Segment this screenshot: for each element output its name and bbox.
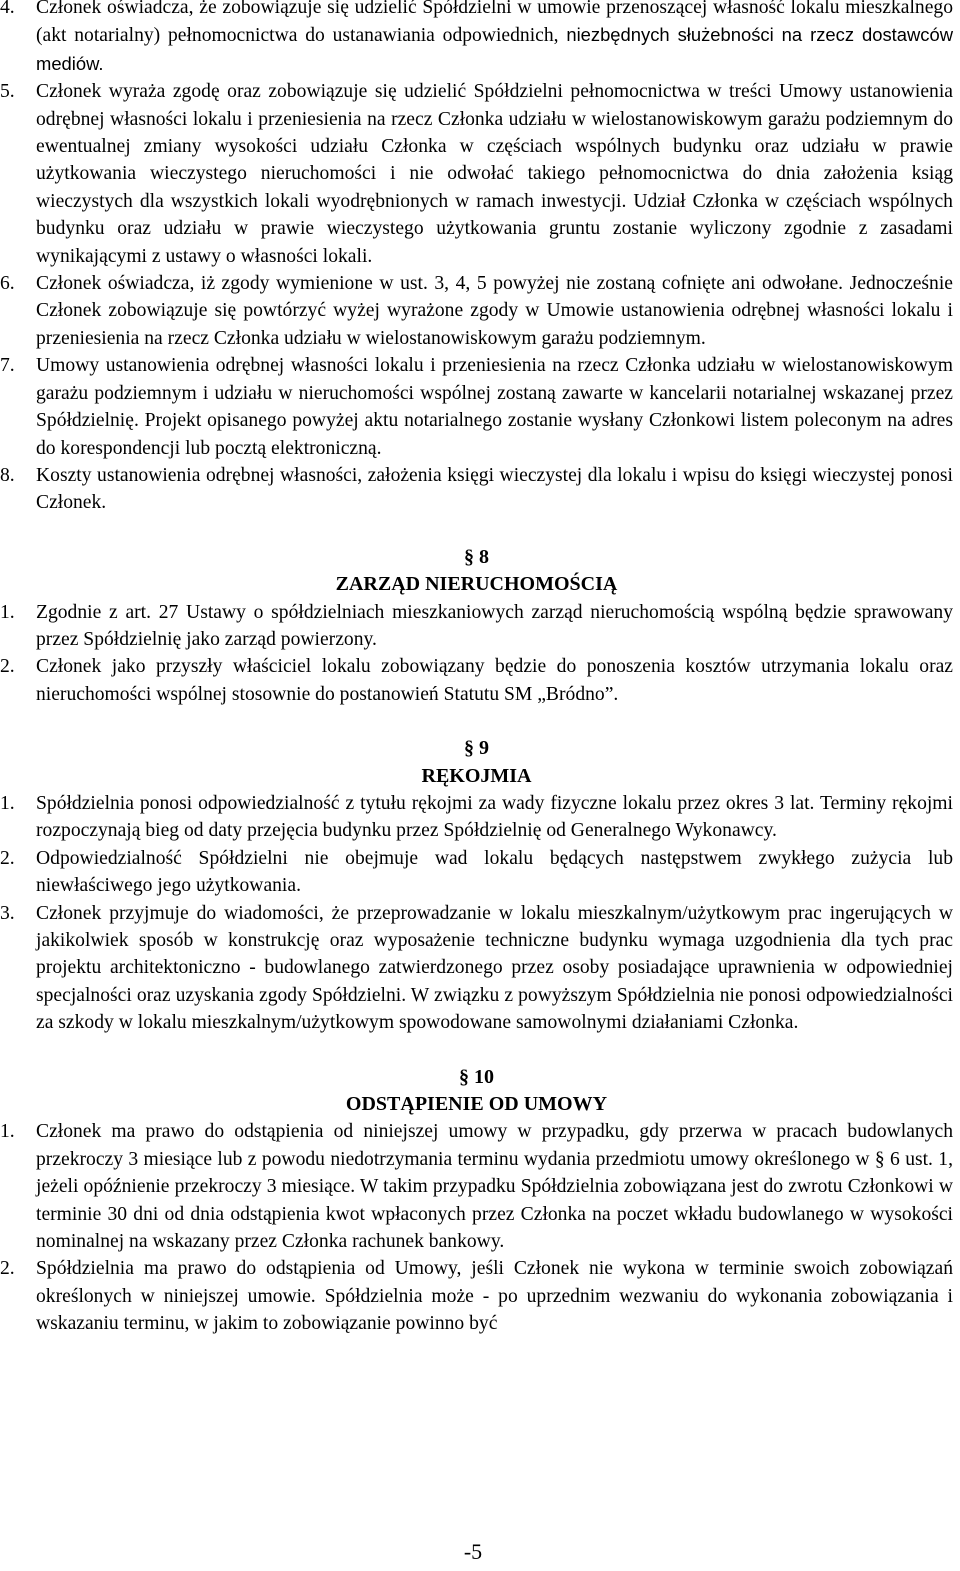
- list-item-number: 6.: [0, 273, 15, 295]
- text-run: wielostanowiskowym garażu podziemnym do ewentualnej zmiany wysokości udziału Członka w częściach wspólnych budynku oraz udziału w prawie użytkowania wieczystego nieruchomości i nie odwołać takiego pełnomocnictwa do dnia założenia ksiąg wieczystych dla wszystkich lokali wyodrębnionych w ramach inwestycji.: [36, 108, 953, 212]
- section-number: § 9: [464, 737, 489, 760]
- list-item-text: [36, 0, 953, 78]
- list-item-text: Członek przyjmuje do wiadomości, że przeprowadzanie w lokalu mieszkalnym/użytkowym prac ingerujących w jakikolwiek sposób w konstrukcję oraz wyposażenie techniczne budynku wymaga uzgodnienia dla tych prac projektu architektoniczno - budowlanego zatwierdzonego przez osoby posiadające uprawnienia w odpowiedniej specjalności oraz uzyskania zgody Spółdzielni. W związku z powyższym Spółdzielnia nie ponosi odpowiedzialności za szkody w lokalu mieszkalnym/użytkowym spowodowane samowolnymi działaniami Członka.: [36, 902, 953, 1034]
- text-run: Koszty ustanowienia odrębnej własności, założenia księgi wieczystej dla lokalu i wpisu do księgi wieczystej ponosi Członek.: [36, 464, 953, 514]
- list-item-number: 4.: [0, 0, 15, 18]
- list-item: [0, 78, 953, 270]
- section-number: § 8: [464, 545, 489, 568]
- text-run: niezbędnych służebności na rzecz dostawców mediów.: [36, 24, 954, 74]
- list-item-text: [36, 462, 953, 517]
- list-item-number: 7.: [0, 355, 15, 377]
- list-item: [0, 1118, 953, 1255]
- list-item-number: 1.: [0, 601, 15, 623]
- text-run: Członek wyraża zgodę oraz zobowiązuje się udzielić Spółdzielni pełnomocnictwa w treści Umowy ustanowienia odrębnej własności lokalu i przeniesienia na rzecz Członka udziału w: [36, 81, 953, 130]
- list-item: [0, 790, 953, 845]
- page-number: -5: [463, 1539, 483, 1564]
- text-run: Członek oświadcza, że zobowiązuje się udzielić Spółdzielni w umowie przenoszącej własność lokalu mieszkalnego (akt notarialny) pełnomocnictwa do ustanawiania odpowiednich,: [36, 0, 953, 47]
- list-block-continuation: [0, 0, 953, 517]
- list-item: [0, 599, 953, 654]
- list-item-text: [36, 270, 953, 352]
- section-10: [0, 1064, 953, 1338]
- list-item-text: Odpowiedzialność Spółdzielni nie obejmuje wad lokalu będących następstwem zwykłego zużycia lub niewłaściwego jego użytkowania.: [36, 847, 953, 897]
- list-item-text: [36, 78, 953, 270]
- section-title: ZARZĄD NIERUCHOMOŚCIĄ: [335, 573, 618, 596]
- list-item-number: 1.: [0, 792, 15, 814]
- section-title: RĘKOJMIA: [421, 764, 532, 787]
- list-item: [0, 352, 953, 462]
- list-item: [0, 900, 953, 1037]
- list-item-text: Członek ma prawo do odstąpienia od niniejszej umowy w przypadku, gdy przerwa w pracach budowlanych przekroczy 3 miesiące lub z powodu niedotrzymania terminu wydania przedmiotu umowy określonego w § 6 ust. 1, jeżeli opóźnienie przekroczy 3 miesiące. W takim przypadku Spółdzielnia zobowiązana jest do zwrotu Członkowi w terminie 30 dni od dnia odstąpienia kwot wpłaconych przez Członka na poczet wkładu budowlanego w wysokości nominalnej na wskazany przez Członka rachunek bankowy.: [36, 1121, 953, 1253]
- section-number: § 10: [459, 1065, 494, 1088]
- list-item-number: 2.: [0, 1258, 15, 1280]
- list-item-text: Spółdzielnia ma prawo do odstąpienia od Umowy, jeśli Członek nie wykona w terminie swoich zobowiązań określonych w niniejszej umowie. Spółdzielnia może - po uprzednim wezwaniu do wykonania zobowiązania i wskazaniu terminu, w jakim to zobowiązanie powinno być: [36, 1258, 953, 1335]
- list-item-number: 2.: [0, 656, 15, 678]
- text-run: Członek oświadcza, iż zgody wymienione w ust. 3, 4, 5 powyżej nie zostaną cofnięte ani odwołane. Jednocześnie Członek zobowiązuje się powtórzyć wyżej wyrażone zgody w Umowie ustanowienia odrębnej własności lokalu i przeniesienia na rzecz Członka udziału w wielostanowiskowym garażu podziemnym.: [36, 273, 953, 349]
- section-title: ODSTĄPIENIE OD UMOWY: [345, 1093, 608, 1116]
- list-item: [0, 270, 953, 352]
- list-item-number: 2.: [0, 847, 15, 869]
- list-item-text: [36, 352, 953, 462]
- list-item: [0, 653, 953, 708]
- list-item-text: Zgodnie z art. 27 Ustawy o spółdzielniach mieszkaniowych zarząd nieruchomością wspólną będzie sprawowany przez Spółdzielnię jako zarząd powierzony.: [36, 601, 953, 650]
- list-item: [0, 462, 953, 517]
- text-run: Umowy ustanowienia odrębnej własności lokalu i przeniesienia na rzecz Członka udziału w wielostanowiskowym garażu podziemnym i udziału w nieruchomości wspólnej zostaną zawarte w kancelarii notarialnej wskazanej przez Spółdzielnię. Projekt opisanego powyżej aktu notarialnego zostanie wysłany Członkowi listem poleconym na adres do korespondencji lub pocztą elektroniczną.: [36, 355, 953, 459]
- list-item-number: 5.: [0, 81, 15, 103]
- list-item-number: 8.: [0, 464, 15, 486]
- list-item-number: 1.: [0, 1121, 15, 1143]
- list-item: [0, 1255, 953, 1337]
- list-item: [0, 0, 953, 78]
- text-run: Udział Członka w częściach wspólnych budynku oraz udziału w prawie wieczystego użytkowania gruntu zostanie wyliczony zgodnie z zasadami wynikającymi z ustawy o własności lokali.: [36, 190, 953, 267]
- list-item: [0, 845, 953, 900]
- section-9: [0, 735, 953, 1036]
- list-item-text: Spółdzielnia ponosi odpowiedzialność z tytułu rękojmi za wady fizyczne lokalu przez okres 3 lat. Terminy rękojmi rozpoczynają bieg od daty przejęcia budynku przez Spółdzielnię od Generalnego Wykonawcy.: [36, 792, 953, 842]
- list-item-number: 3.: [0, 902, 15, 924]
- section-8: [0, 544, 953, 708]
- list-item-text: Członek jako przyszły właściciel lokalu zobowiązany będzie do ponoszenia kosztów utrzymania lokalu oraz nieruchomości wspólnej stosownie do postanowień Statutu SM „Bródno”.: [36, 656, 953, 705]
